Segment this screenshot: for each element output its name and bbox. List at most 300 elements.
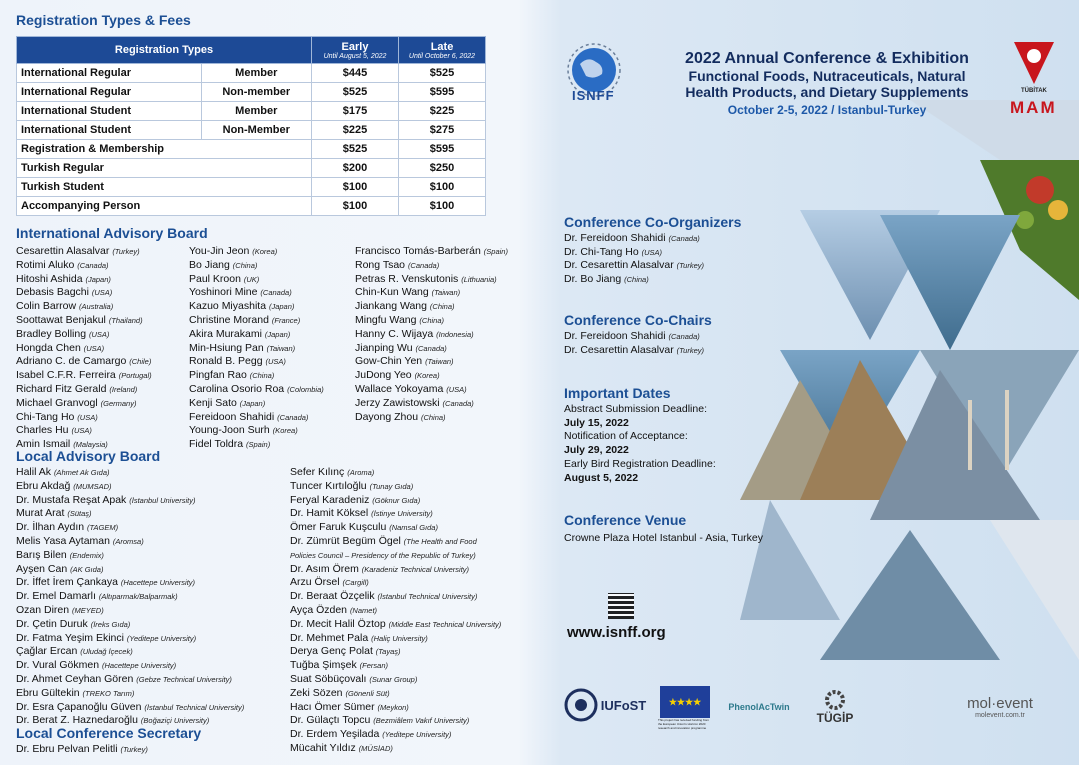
member-name: Hongda Chen (16, 341, 81, 354)
member-name: Dr. Fatma Yeşim Ekinci (16, 631, 124, 644)
member-item (355, 259, 508, 273)
member-item (189, 342, 324, 356)
member-affiliation: (Lithuania) (461, 274, 497, 284)
member-item (16, 245, 152, 259)
member-affiliation: (China) (249, 371, 275, 381)
fees-row (17, 159, 486, 178)
member-name: Richard Fitz Gerald (16, 382, 107, 395)
member-item (189, 314, 324, 328)
member-affiliation: (Malaysia) (73, 440, 108, 450)
important-dates-block (564, 387, 716, 486)
member-name: Dr. Erdem Yeşilada (290, 728, 380, 741)
member-name: Chin-Kun Wang (355, 286, 429, 299)
member-affiliation: (Endemix) (69, 550, 104, 560)
lcs-list (16, 743, 148, 757)
member-name: Rotimi Aluko (16, 258, 75, 271)
member-item (16, 466, 244, 480)
sponsor-logos (560, 685, 1060, 735)
member-item (189, 245, 324, 259)
member-affiliation: (Aromsa) (112, 536, 144, 546)
member-item (16, 507, 244, 521)
member-affiliation: (İstanbul Technical University) (144, 702, 245, 712)
member-affiliation: (Spain) (246, 440, 271, 450)
venue-block (564, 514, 763, 546)
member-name: Dr. Cesarettin Alasalvar (564, 343, 674, 356)
member-item (16, 632, 244, 646)
member-item (564, 344, 712, 358)
member-affiliation: (Canada) (260, 288, 292, 298)
member-name: Michael Granvogl (16, 396, 98, 409)
eu-note: This project has received funding from the European Union's Horizon 2020 research and innovation programme (658, 718, 709, 730)
member-name: Ayşen Can (16, 562, 68, 575)
member-affiliation: (Boğaziçi University) (140, 716, 210, 726)
fees-row-member: Member (201, 102, 311, 121)
co-organizers-block (564, 216, 741, 287)
member-affiliation: (Taiwan) (425, 357, 454, 367)
conference-dates: October 2-5, 2022 / Istanbul-Turkey (727, 103, 927, 117)
member-name: Hitoshi Ashida (16, 272, 83, 285)
member-affiliation: (Canada) (668, 233, 700, 243)
member-name: Melis Yasa Aytaman (16, 534, 110, 547)
member-name: Fereidoon Shahidi (189, 410, 275, 423)
member-item (290, 645, 501, 659)
member-affiliation: (Japan) (268, 302, 295, 312)
member-name: Ebru Gültekin (16, 686, 80, 699)
co-chairs-block (564, 314, 712, 357)
iufost-text: IUFoST (600, 697, 647, 713)
member-name: Feryal Karadeniz (290, 493, 370, 506)
member-item (16, 424, 152, 438)
member-affiliation: (Canada) (442, 398, 474, 408)
member-name: Ebru Akdağ (16, 479, 71, 492)
eu-logo (658, 685, 712, 731)
venue-title: Conference Venue (564, 512, 687, 528)
fees-row-late: $250 (399, 159, 486, 178)
member-item (290, 604, 501, 618)
member-affiliation: (Middle East Technical University) (388, 619, 502, 629)
conference-title (642, 50, 1012, 117)
tugip-logo (810, 685, 860, 729)
lab-title: Local Advisory Board (16, 448, 161, 464)
iab-title: International Advisory Board (16, 225, 208, 241)
member-item (16, 576, 244, 590)
member-affiliation: (USA) (77, 412, 98, 422)
fees-row (17, 121, 486, 140)
member-name: Dayong Zhou (355, 410, 419, 423)
member-item (355, 314, 508, 328)
member-item (564, 232, 741, 246)
member-item (290, 576, 501, 590)
fees-row-late: $525 (399, 64, 486, 83)
member-affiliation: (Haliç University) (371, 633, 428, 643)
fees-row-member: Member (201, 64, 311, 83)
member-name: Hanny C. Wijaya (355, 327, 434, 340)
conference-title-line3: Health Products, and Dietary Supplements (685, 84, 969, 100)
member-name: Barış Bilen (16, 548, 67, 561)
istanbul-photo-collage (740, 100, 1079, 700)
member-item (290, 632, 501, 646)
member-item (189, 286, 324, 300)
member-name: Dr. İlhan Aydın (16, 521, 85, 534)
member-name: Tuncer Kırtıloğlu (290, 479, 367, 492)
fees-row-type: International Regular (17, 83, 202, 102)
member-item (189, 397, 324, 411)
member-item (16, 563, 244, 577)
member-name: Carolina Osorio Roa (189, 382, 285, 395)
member-affiliation: (Turkey) (676, 345, 705, 355)
member-affiliation: (İreks Gıda) (90, 619, 131, 629)
website-link[interactable]: www.isnff.org (567, 624, 666, 641)
early-sub: Until August 5, 2022 (323, 52, 387, 60)
member-name: Chi-Tang Ho (16, 410, 75, 423)
member-name: Zeki Sözen (290, 686, 343, 699)
member-affiliation: (Fersan) (359, 661, 388, 671)
member-affiliation: (Tunay Gıda) (369, 481, 414, 491)
member-name: Dr. Ebru Pelvan Pelitli (16, 743, 118, 755)
member-item (290, 714, 501, 728)
fees-row (17, 178, 486, 197)
member-name: Dr. Bo Jiang (564, 273, 622, 286)
member-affiliation: (Portugal) (118, 371, 152, 381)
co-chairs-title: Conference Co-Chairs (564, 312, 712, 328)
member-item (16, 701, 244, 715)
member-affiliation: (USA) (88, 329, 110, 339)
member-name: Charles Hu (16, 424, 69, 437)
member-name: Mingfu Wang (355, 313, 417, 326)
member-item (355, 411, 508, 425)
lab-column-1 (16, 466, 244, 728)
member-name: Christine Morand (189, 313, 269, 326)
fees-header-type: Registration Types (17, 37, 312, 64)
fees-row-late: $595 (399, 83, 486, 102)
member-item (16, 673, 244, 687)
member-name: JuDong Yeo (355, 369, 412, 382)
member-name: Dr. Mustafa Reşat Apak (16, 493, 127, 506)
member-affiliation: (Canada) (668, 331, 700, 341)
member-item (16, 397, 152, 411)
member-affiliation: (Japan) (85, 274, 111, 284)
fees-row-member: Non-Member (201, 121, 311, 140)
member-name: Jiankang Wang (355, 300, 427, 313)
member-item (16, 549, 244, 563)
member-affiliation: (China) (419, 315, 444, 325)
member-name: Dr. Mecit Halil Öztop (290, 617, 386, 630)
member-name: Bo Jiang (189, 258, 230, 271)
fees-row-late: $275 (399, 121, 486, 140)
tubitak-mam-text: MAM (1010, 98, 1057, 117)
member-name: Ömer Faruk Kuşculu (290, 521, 387, 534)
member-item (355, 273, 508, 287)
member-affiliation: (Hacettepe University) (120, 578, 196, 588)
member-affiliation: (Germany) (100, 398, 137, 408)
fees-row-late: $100 (399, 197, 486, 216)
member-affiliation: (Indonesia) (436, 329, 474, 339)
member-affiliation: (Japan) (264, 329, 291, 339)
member-name: Bradley Bolling (16, 327, 87, 340)
date-value: July 29, 2022 (564, 444, 629, 457)
member-affiliation: (Spain) (483, 247, 508, 256)
fees-row-late: $225 (399, 102, 486, 121)
iab-column-3 (355, 245, 508, 424)
fees-row-type: International Regular (17, 64, 202, 83)
member-item (290, 728, 501, 742)
member-affiliation: (The Health and Food (403, 536, 477, 546)
member-affiliation: (Ireland) (109, 384, 138, 394)
member-item (290, 466, 501, 480)
member-name: Arzu Örsel (290, 576, 340, 589)
member-name: Dr. Cesarettin Alasalvar (564, 259, 674, 272)
fees-row-early: $100 (312, 197, 399, 216)
member-affiliation: (UK) (243, 274, 260, 284)
member-item (16, 618, 244, 632)
member-name: Ayça Özden (290, 603, 348, 616)
member-affiliation: (China) (429, 302, 455, 312)
member-item (16, 645, 244, 659)
qr-code[interactable] (608, 593, 634, 619)
member-name: Dr. Gülaçtı Topcu (290, 714, 371, 727)
fees-row (17, 140, 486, 159)
member-name: Kazuo Miyashita (189, 300, 267, 313)
fees-row-type: Turkish Student (17, 178, 312, 197)
member-affiliation: (Yeditepe University) (382, 730, 452, 740)
co-organizers-list (564, 232, 741, 287)
fees-row-early: $225 (312, 121, 399, 140)
member-item (16, 521, 244, 535)
member-item (564, 259, 741, 273)
molevent-text: mol·event (967, 695, 1033, 712)
member-affiliation: (Taiwan) (266, 343, 296, 353)
member-item (290, 480, 501, 494)
member-name: Jianping Wu (355, 341, 413, 354)
early-label: Early (341, 40, 369, 53)
important-dates-list (564, 403, 716, 486)
member-item (290, 494, 501, 508)
fees-title: Registration Types & Fees (16, 12, 191, 28)
member-affiliation: (Cargill) (342, 578, 369, 588)
conference-title-line1: 2022 Annual Conference & Exhibition (685, 50, 969, 67)
member-affiliation: (Hacettepe University) (101, 661, 177, 671)
member-name: Dr. Emel Damarlı (16, 590, 96, 603)
member-item (16, 604, 244, 618)
fees-row-early: $100 (312, 178, 399, 197)
member-affiliation: (Karadeniz Technical University) (361, 564, 470, 574)
member-item (355, 355, 508, 369)
member-affiliation: (USA) (265, 357, 286, 367)
member-affiliation: (Gebze Technical University) (136, 674, 232, 684)
member-name: Isabel C.F.R. Ferreira (16, 369, 116, 382)
member-affiliation: (Canada) (277, 412, 309, 422)
iab-column-2 (189, 245, 324, 452)
member-name: Dr. Esra Çapanoğlu Güven (16, 700, 142, 713)
fees-table (16, 36, 486, 216)
member-name: You-Jin Jeon (189, 245, 250, 257)
member-item (355, 383, 508, 397)
member-name: Jerzy Zawistowski (355, 396, 440, 409)
date-value: July 15, 2022 (564, 416, 629, 429)
member-affiliation: (Sütaş) (67, 509, 92, 519)
member-affiliation: (USA) (71, 426, 92, 436)
fees-header-late (399, 37, 486, 64)
member-name: Dr. Çetin Duruk (16, 617, 88, 630)
member-name: Murat Arat (16, 507, 65, 520)
member-item (16, 342, 152, 356)
member-name: Derya Genç Polat (290, 645, 373, 658)
fees-row-early: $445 (312, 64, 399, 83)
member-item (16, 355, 152, 369)
fees-body (17, 64, 486, 216)
fees-row-member: Non-member (201, 83, 311, 102)
member-item (16, 259, 152, 273)
tubitak-small-text: TÜBİTAK (1021, 88, 1047, 94)
member-item (189, 273, 324, 287)
member-affiliation: (Turkey) (112, 247, 140, 256)
co-chairs-list (564, 330, 712, 358)
member-item (564, 273, 741, 287)
member-name: Tuğba Şimşek (290, 659, 357, 672)
member-item (16, 369, 152, 383)
member-item (290, 701, 501, 715)
fees-header-early (312, 37, 399, 64)
member-name: Paul Kroon (189, 272, 241, 285)
molevent-url: molevent.com.tr (975, 712, 1025, 719)
member-name: Dr. Asım Örem (290, 562, 359, 575)
fees-row-late: $595 (399, 140, 486, 159)
member-name: Francisco Tomás-Barberán (355, 245, 481, 257)
member-affiliation: (İstanbul Technical University) (377, 592, 478, 602)
fees-row (17, 102, 486, 121)
member-item (189, 355, 324, 369)
member-item (290, 590, 501, 604)
member-affiliation: (Korea) (414, 371, 440, 381)
member-affiliation: (China) (420, 412, 446, 422)
late-label: Late (430, 40, 454, 53)
member-item (564, 246, 741, 260)
member-name: Ozan Diren (16, 603, 70, 616)
member-item (16, 328, 152, 342)
molevent-logo (960, 687, 1040, 727)
member-name: Wallace Yokoyama (355, 382, 444, 395)
fees-row (17, 197, 486, 216)
member-affiliation: (Chile) (129, 357, 152, 367)
member-item (16, 659, 244, 673)
date-label: Notification of Acceptance: (564, 430, 688, 443)
member-item (16, 286, 152, 300)
member-item (290, 673, 501, 687)
member-item (16, 411, 152, 425)
member-affiliation: (MEYED) (72, 605, 104, 615)
member-name: Kenji Sato (189, 396, 237, 409)
member-affiliation: (Namet) (349, 605, 378, 615)
member-name: Dr. Mehmet Pala (290, 631, 369, 644)
member-affiliation: (Uludağ İçecek) (80, 647, 133, 657)
member-name: Hacı Ömer Sümer (290, 700, 375, 713)
fees-row (17, 64, 486, 83)
member-name: Dr. Fereidoon Shahidi (564, 329, 666, 342)
member-affiliation: (China) (624, 275, 649, 285)
member-affiliation: (Turkey) (676, 261, 705, 271)
member-affiliation: (Aroma) (347, 468, 375, 477)
member-item (189, 383, 324, 397)
member-name: Cesarettin Alasalvar (16, 245, 110, 257)
member-item (290, 563, 501, 577)
member-name: Debasis Bagchi (16, 286, 89, 299)
member-item (189, 424, 324, 438)
member-name: Dr. Berat Z. Haznedaroğlu (16, 714, 138, 727)
member-affiliation: (USA) (91, 288, 113, 298)
member-name: Mücahit Yıldız (290, 741, 356, 754)
member-affiliation: (USA) (641, 247, 663, 257)
member-item (16, 590, 244, 604)
phenolactwin-text: PhenolAcTwin (728, 702, 790, 712)
member-item (564, 330, 712, 344)
member-item (355, 342, 508, 356)
member-name: Colin Barrow (16, 300, 77, 313)
member-item (290, 659, 501, 673)
iufost-logo (560, 685, 650, 725)
member-item (355, 245, 508, 259)
member-affiliation: (China) (232, 260, 258, 270)
date-value: August 5, 2022 (564, 471, 639, 484)
member-item (290, 521, 501, 535)
member-item (290, 687, 501, 701)
member-name: Dr. Vural Gökmen (16, 659, 100, 672)
member-name: Dr. Hamit Köksel (290, 507, 369, 520)
fees-row-type: International Student (17, 102, 202, 121)
member-affiliation: (Tayaş) (375, 647, 401, 657)
member-name: Ronald B. Pegg (189, 355, 263, 368)
member-affiliation: (TAGEM) (87, 523, 119, 533)
member-item (290, 535, 501, 549)
fees-row-late: $100 (399, 178, 486, 197)
member-affiliation: (France) (271, 315, 301, 325)
late-sub: Until October 6, 2022 (408, 52, 476, 60)
member-affiliation: (Japan) (239, 398, 266, 408)
member-name: Dr. Zümrüt Begüm Ögel (290, 534, 401, 547)
member-affiliation: (Göknur Gıda) (372, 495, 421, 505)
member-affiliation: (USA) (83, 343, 105, 353)
co-organizers-title: Conference Co-Organizers (564, 214, 742, 230)
fees-row-type: Accompanying Person (17, 197, 312, 216)
lcs-title: Local Conference Secretary (16, 725, 202, 741)
member-affiliation: (Meykon) (377, 702, 409, 712)
member-item (189, 328, 324, 342)
gear-icon (824, 689, 846, 711)
eu-flag-icon: ★★★★ (660, 686, 710, 718)
member-name: Sefer Kılınç (290, 466, 345, 478)
member-name: Çağlar Ercan (16, 645, 78, 658)
member-name: Soottawat Benjakul (16, 313, 106, 326)
member-affiliation: (Ahmet Ak Gıda) (53, 468, 110, 477)
member-name: Dr. İffet İrem Çankaya (16, 576, 118, 589)
member-item (189, 438, 324, 452)
member-name: Adriano C. de Camargo (16, 355, 127, 368)
member-affiliation: (Korea) (272, 426, 298, 436)
member-affiliation: (Bezmiâlem Vakıf University) (373, 716, 470, 726)
member-name: Min-Hsiung Pan (189, 341, 264, 354)
member-name: Akira Murakami (189, 327, 262, 340)
fees-row-type: International Student (17, 121, 202, 140)
iufost-emblem-icon (564, 688, 598, 722)
member-item (16, 494, 244, 508)
member-item (355, 328, 508, 342)
member-affiliation: (Gönenli Süt) (345, 688, 390, 698)
important-dates-title: Important Dates (564, 385, 671, 401)
date-label: Early Bird Registration Deadline: (564, 457, 716, 470)
member-name: Dr. Chi-Tang Ho (564, 245, 639, 258)
member-item (290, 507, 501, 521)
member-affiliation: (MÜSİAD) (358, 743, 393, 753)
member-item (16, 314, 152, 328)
